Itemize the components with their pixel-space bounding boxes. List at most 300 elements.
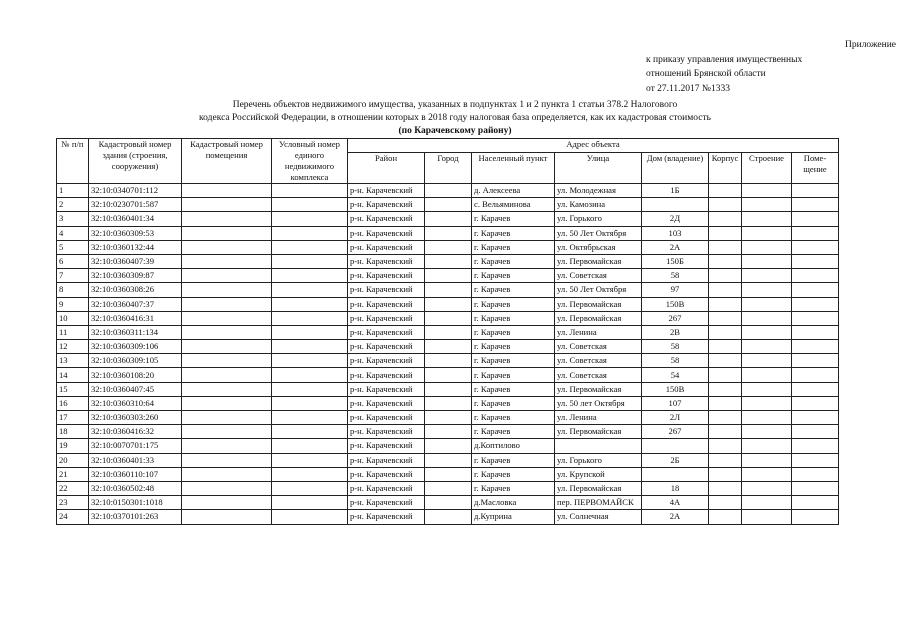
district-cell: р-н. Карачевский: [348, 226, 425, 240]
room-cell: [792, 368, 839, 382]
settlement-cell: с. Вельяминова: [472, 198, 555, 212]
block-cell: [709, 184, 742, 198]
city-cell: [425, 254, 472, 268]
document-heading: [60, 99, 850, 138]
table-row: [57, 382, 839, 396]
settlement-cell: г. Карачев: [472, 311, 555, 325]
row-number-cell: 11: [57, 325, 89, 339]
cadastral-number-cell: 32:10:0360110:107: [89, 467, 182, 481]
header-cad-building: Кадастровый номер здания (строения, сооружения): [89, 139, 182, 184]
city-cell: [425, 368, 472, 382]
room-cell: [792, 382, 839, 396]
cadastral-number-cell: 32:10:0360401:34: [89, 212, 182, 226]
table-row: [57, 198, 839, 212]
city-cell: [425, 411, 472, 425]
district-cell: р-н. Карачевский: [348, 467, 425, 481]
street-cell: ул. Первомайская: [555, 254, 642, 268]
conditional-number-cell: [272, 254, 348, 268]
building-cell: [742, 396, 792, 410]
cadastral-number-cell: 32:10:0370101:263: [89, 510, 182, 524]
conditional-number-cell: [272, 354, 348, 368]
cadastral-number-cell: 32:10:0360502:48: [89, 481, 182, 495]
room-cadastral-cell: [182, 467, 272, 481]
house-cell: 150В: [642, 382, 709, 396]
room-cell: [792, 240, 839, 254]
building-cell: [742, 269, 792, 283]
settlement-cell: г. Карачев: [472, 382, 555, 396]
block-cell: [709, 382, 742, 396]
cadastral-number-cell: 32:10:0360309:105: [89, 354, 182, 368]
header-conditional: Условный номер единого недвижимого комплекса: [272, 139, 348, 184]
settlement-cell: д. Алексеева: [472, 184, 555, 198]
district-cell: р-н. Карачевский: [348, 411, 425, 425]
district-cell: р-н. Карачевский: [348, 325, 425, 339]
block-cell: [709, 269, 742, 283]
district-cell: р-н. Карачевский: [348, 212, 425, 226]
room-cadastral-cell: [182, 368, 272, 382]
settlement-cell: д.Куприна: [472, 510, 555, 524]
settlement-cell: г. Карачев: [472, 212, 555, 226]
street-cell: ул. Солнечная: [555, 510, 642, 524]
table-row: [57, 269, 839, 283]
row-number-cell: 19: [57, 439, 89, 453]
room-cell: [792, 439, 839, 453]
cadastral-number-cell: 32:10:0360311:134: [89, 325, 182, 339]
house-cell: [642, 439, 709, 453]
conditional-number-cell: [272, 481, 348, 495]
header-settlement: Населенный пункт: [472, 152, 555, 183]
block-cell: [709, 226, 742, 240]
room-cell: [792, 496, 839, 510]
room-cadastral-cell: [182, 425, 272, 439]
street-cell: [555, 439, 642, 453]
conditional-number-cell: [272, 184, 348, 198]
street-cell: ул. 50 Лет Октября: [555, 226, 642, 240]
street-cell: ул. Первомайская: [555, 382, 642, 396]
header-district: Район: [348, 152, 425, 183]
table-row: [57, 510, 839, 524]
room-cell: [792, 212, 839, 226]
header-building: Строение: [742, 152, 792, 183]
block-cell: [709, 283, 742, 297]
cadastral-number-cell: 32:10:0360310:64: [89, 396, 182, 410]
street-cell: ул. Советская: [555, 340, 642, 354]
settlement-cell: г. Карачев: [472, 467, 555, 481]
room-cadastral-cell: [182, 453, 272, 467]
conditional-number-cell: [272, 340, 348, 354]
settlement-cell: г. Карачев: [472, 240, 555, 254]
building-cell: [742, 496, 792, 510]
table-row: [57, 354, 839, 368]
block-cell: [709, 411, 742, 425]
row-number-cell: 9: [57, 297, 89, 311]
building-cell: [742, 439, 792, 453]
room-cadastral-cell: [182, 411, 272, 425]
room-cell: [792, 269, 839, 283]
cadastral-number-cell: 32:10:0340701:112: [89, 184, 182, 198]
district-cell: р-н. Карачевский: [348, 368, 425, 382]
block-cell: [709, 212, 742, 226]
house-cell: 58: [642, 354, 709, 368]
block-cell: [709, 198, 742, 212]
room-cell: [792, 481, 839, 495]
room-cadastral-cell: [182, 496, 272, 510]
settlement-cell: г. Карачев: [472, 481, 555, 495]
conditional-number-cell: [272, 382, 348, 396]
room-cell: [792, 325, 839, 339]
room-cell: [792, 425, 839, 439]
settlement-cell: д.Коптилово: [472, 439, 555, 453]
header-city: Город: [425, 152, 472, 183]
conditional-number-cell: [272, 240, 348, 254]
appendix-line-department: отношений Брянской области: [646, 69, 766, 79]
cadastral-number-cell: 32:10:0360407:45: [89, 382, 182, 396]
cadastral-number-cell: 32:10:0360309:53: [89, 226, 182, 240]
appendix-line-order: к приказу управления имущественных: [646, 54, 803, 65]
conditional-number-cell: [272, 439, 348, 453]
house-cell: [642, 467, 709, 481]
house-cell: 2Б: [642, 453, 709, 467]
district-cell: р-н. Карачевский: [348, 311, 425, 325]
building-cell: [742, 226, 792, 240]
city-cell: [425, 283, 472, 297]
room-cell: [792, 311, 839, 325]
street-cell: ул. Молодежная: [555, 184, 642, 198]
district-cell: р-н. Карачевский: [348, 396, 425, 410]
row-number-cell: 4: [57, 226, 89, 240]
row-number-cell: 13: [57, 354, 89, 368]
city-cell: [425, 340, 472, 354]
room-cell: [792, 254, 839, 268]
header-address: Адрес объекта: [348, 139, 839, 153]
district-cell: р-н. Карачевский: [348, 354, 425, 368]
building-cell: [742, 467, 792, 481]
table-row: [57, 311, 839, 325]
house-cell: 18: [642, 481, 709, 495]
room-cadastral-cell: [182, 382, 272, 396]
city-cell: [425, 311, 472, 325]
conditional-number-cell: [272, 297, 348, 311]
building-cell: [742, 184, 792, 198]
district-cell: р-н. Карачевский: [348, 254, 425, 268]
table-row: [57, 340, 839, 354]
block-cell: [709, 453, 742, 467]
city-cell: [425, 269, 472, 283]
row-number-cell: 10: [57, 311, 89, 325]
building-cell: [742, 240, 792, 254]
table-row: [57, 411, 839, 425]
block-cell: [709, 254, 742, 268]
room-cell: [792, 198, 839, 212]
conditional-number-cell: [272, 325, 348, 339]
room-cadastral-cell: [182, 325, 272, 339]
cadastral-number-cell: 32:10:0360308:26: [89, 283, 182, 297]
room-cadastral-cell: [182, 269, 272, 283]
conditional-number-cell: [272, 411, 348, 425]
street-cell: ул. Горького: [555, 453, 642, 467]
block-cell: [709, 481, 742, 495]
header-cad-room: Кадастровый номер помещения: [182, 139, 272, 184]
house-cell: 2В: [642, 325, 709, 339]
district-cell: р-н. Карачевский: [348, 269, 425, 283]
street-cell: ул. Крупской: [555, 467, 642, 481]
house-cell: 107: [642, 396, 709, 410]
cadastral-number-cell: 32:10:0360309:87: [89, 269, 182, 283]
header-num: № п/п: [57, 139, 89, 184]
district-cell: р-н. Карачевский: [348, 184, 425, 198]
conditional-number-cell: [272, 198, 348, 212]
room-cadastral-cell: [182, 510, 272, 524]
city-cell: [425, 396, 472, 410]
district-cell: р-н. Карачевский: [348, 297, 425, 311]
city-cell: [425, 425, 472, 439]
cadastral-number-cell: 32:10:0360407:37: [89, 297, 182, 311]
house-cell: 4А: [642, 496, 709, 510]
street-cell: ул. Горького: [555, 212, 642, 226]
block-cell: [709, 368, 742, 382]
street-cell: ул. Первомайская: [555, 297, 642, 311]
street-cell: ул. 50 Лет Октября: [555, 283, 642, 297]
conditional-number-cell: [272, 453, 348, 467]
conditional-number-cell: [272, 510, 348, 524]
settlement-cell: г. Карачев: [472, 453, 555, 467]
block-cell: [709, 340, 742, 354]
conditional-number-cell: [272, 467, 348, 481]
table-row: [57, 283, 839, 297]
settlement-cell: г. Карачев: [472, 254, 555, 268]
room-cadastral-cell: [182, 297, 272, 311]
room-cell: [792, 467, 839, 481]
settlement-cell: г. Карачев: [472, 411, 555, 425]
row-number-cell: 18: [57, 425, 89, 439]
room-cell: [792, 184, 839, 198]
house-cell: 54: [642, 368, 709, 382]
building-cell: [742, 481, 792, 495]
row-number-cell: 6: [57, 254, 89, 268]
city-cell: [425, 297, 472, 311]
building-cell: [742, 198, 792, 212]
city-cell: [425, 354, 472, 368]
conditional-number-cell: [272, 396, 348, 410]
room-cadastral-cell: [182, 198, 272, 212]
street-cell: ул. Камозина: [555, 198, 642, 212]
block-cell: [709, 297, 742, 311]
room-cell: [792, 396, 839, 410]
house-cell: 58: [642, 340, 709, 354]
row-number-cell: 2: [57, 198, 89, 212]
table-body: [57, 184, 839, 525]
cadastral-number-cell: 32:10:0360401:33: [89, 453, 182, 467]
street-cell: ул. Ленина: [555, 325, 642, 339]
room-cadastral-cell: [182, 396, 272, 410]
block-cell: [709, 354, 742, 368]
city-cell: [425, 184, 472, 198]
district-cell: р-н. Карачевский: [348, 340, 425, 354]
settlement-cell: г. Карачев: [472, 269, 555, 283]
building-cell: [742, 311, 792, 325]
room-cell: [792, 283, 839, 297]
cadastral-number-cell: 32:10:0360132:44: [89, 240, 182, 254]
row-number-cell: 21: [57, 467, 89, 481]
block-cell: [709, 425, 742, 439]
room-cadastral-cell: [182, 212, 272, 226]
building-cell: [742, 212, 792, 226]
row-number-cell: 24: [57, 510, 89, 524]
settlement-cell: г. Карачев: [472, 297, 555, 311]
row-number-cell: 8: [57, 283, 89, 297]
block-cell: [709, 467, 742, 481]
building-cell: [742, 411, 792, 425]
district-cell: р-н. Карачевский: [348, 425, 425, 439]
row-number-cell: 15: [57, 382, 89, 396]
district-cell: р-н. Карачевский: [348, 240, 425, 254]
city-cell: [425, 510, 472, 524]
conditional-number-cell: [272, 283, 348, 297]
appendix-block: [646, 38, 896, 96]
block-cell: [709, 396, 742, 410]
conditional-number-cell: [272, 269, 348, 283]
heading-line-1: Перечень объектов недвижимого имущества, указанных в подпунктах 1 и 2 пункта 1 статьи 378.2 Налогового: [232, 100, 678, 110]
room-cell: [792, 354, 839, 368]
appendix-line-date-number: от 27.11.2017 №1333: [646, 83, 730, 94]
city-cell: [425, 496, 472, 510]
building-cell: [742, 254, 792, 268]
heading-district: (по Карачевскому району): [398, 126, 512, 136]
street-cell: ул. Первомайская: [555, 425, 642, 439]
table-row: [57, 184, 839, 198]
street-cell: ул. 50 лет Октября: [555, 396, 642, 410]
settlement-cell: г. Карачев: [472, 354, 555, 368]
house-cell: 97: [642, 283, 709, 297]
building-cell: [742, 382, 792, 396]
table-row: [57, 439, 839, 453]
settlement-cell: г. Карачев: [472, 340, 555, 354]
city-cell: [425, 325, 472, 339]
heading-line-2: кодекса Российской Федерации, в отношении которых в 2018 году налоговая база определяется, как их кадастровая стоимость: [199, 113, 711, 123]
house-cell: 2Л: [642, 411, 709, 425]
room-cell: [792, 297, 839, 311]
block-cell: [709, 311, 742, 325]
table-row: [57, 254, 839, 268]
conditional-number-cell: [272, 496, 348, 510]
row-number-cell: 16: [57, 396, 89, 410]
street-cell: ул. Октябрьская: [555, 240, 642, 254]
cadastral-number-cell: 32:10:0070701:175: [89, 439, 182, 453]
room-cadastral-cell: [182, 340, 272, 354]
row-number-cell: 17: [57, 411, 89, 425]
house-cell: 2А: [642, 240, 709, 254]
row-number-cell: 7: [57, 269, 89, 283]
block-cell: [709, 325, 742, 339]
city-cell: [425, 198, 472, 212]
house-cell: 267: [642, 425, 709, 439]
house-cell: 150В: [642, 297, 709, 311]
district-cell: р-н. Карачевский: [348, 439, 425, 453]
header-block: Корпус: [709, 152, 742, 183]
cadastral-number-cell: 32:10:0360416:32: [89, 425, 182, 439]
building-cell: [742, 425, 792, 439]
house-cell: [642, 198, 709, 212]
cadastral-number-cell: 32:10:0360416:31: [89, 311, 182, 325]
room-cadastral-cell: [182, 311, 272, 325]
room-cadastral-cell: [182, 240, 272, 254]
row-number-cell: 20: [57, 453, 89, 467]
table-row: [57, 467, 839, 481]
room-cell: [792, 453, 839, 467]
row-number-cell: 12: [57, 340, 89, 354]
city-cell: [425, 240, 472, 254]
property-table: [56, 138, 839, 525]
cadastral-number-cell: 32:10:0360309:106: [89, 340, 182, 354]
conditional-number-cell: [272, 226, 348, 240]
cadastral-number-cell: 32:10:0360407:39: [89, 254, 182, 268]
room-cell: [792, 510, 839, 524]
house-cell: 150Б: [642, 254, 709, 268]
house-cell: 1Б: [642, 184, 709, 198]
block-cell: [709, 439, 742, 453]
city-cell: [425, 467, 472, 481]
appendix-title: Приложение: [845, 40, 896, 50]
house-cell: 2Д: [642, 212, 709, 226]
block-cell: [709, 510, 742, 524]
room-cadastral-cell: [182, 226, 272, 240]
district-cell: р-н. Карачевский: [348, 481, 425, 495]
table-row: [57, 396, 839, 410]
cadastral-number-cell: 32:10:0150301:1018: [89, 496, 182, 510]
row-number-cell: 5: [57, 240, 89, 254]
cadastral-number-cell: 32:10:0230701:587: [89, 198, 182, 212]
table-row: [57, 212, 839, 226]
district-cell: р-н. Карачевский: [348, 510, 425, 524]
table-row: [57, 226, 839, 240]
city-cell: [425, 226, 472, 240]
street-cell: ул. Первомайская: [555, 311, 642, 325]
district-cell: р-н. Карачевский: [348, 198, 425, 212]
conditional-number-cell: [272, 425, 348, 439]
cadastral-number-cell: 32:10:0360108:20: [89, 368, 182, 382]
table-row: [57, 368, 839, 382]
settlement-cell: г. Карачев: [472, 283, 555, 297]
row-number-cell: 1: [57, 184, 89, 198]
district-cell: р-н. Карачевский: [348, 453, 425, 467]
street-cell: ул. Советская: [555, 354, 642, 368]
settlement-cell: г. Карачев: [472, 368, 555, 382]
house-cell: 267: [642, 311, 709, 325]
building-cell: [742, 510, 792, 524]
building-cell: [742, 340, 792, 354]
house-cell: 58: [642, 269, 709, 283]
row-number-cell: 22: [57, 481, 89, 495]
room-cadastral-cell: [182, 439, 272, 453]
settlement-cell: д.Масловка: [472, 496, 555, 510]
street-cell: ул. Первомайская: [555, 481, 642, 495]
settlement-cell: г. Карачев: [472, 325, 555, 339]
district-cell: р-н. Карачевский: [348, 382, 425, 396]
city-cell: [425, 382, 472, 396]
room-cadastral-cell: [182, 481, 272, 495]
block-cell: [709, 240, 742, 254]
building-cell: [742, 283, 792, 297]
street-cell: ул. Ленина: [555, 411, 642, 425]
settlement-cell: г. Карачев: [472, 396, 555, 410]
header-house: Дом (владение): [642, 152, 709, 183]
room-cell: [792, 411, 839, 425]
table-row: [57, 297, 839, 311]
city-cell: [425, 481, 472, 495]
table-row: [57, 240, 839, 254]
header-street: Улица: [555, 152, 642, 183]
row-number-cell: 14: [57, 368, 89, 382]
